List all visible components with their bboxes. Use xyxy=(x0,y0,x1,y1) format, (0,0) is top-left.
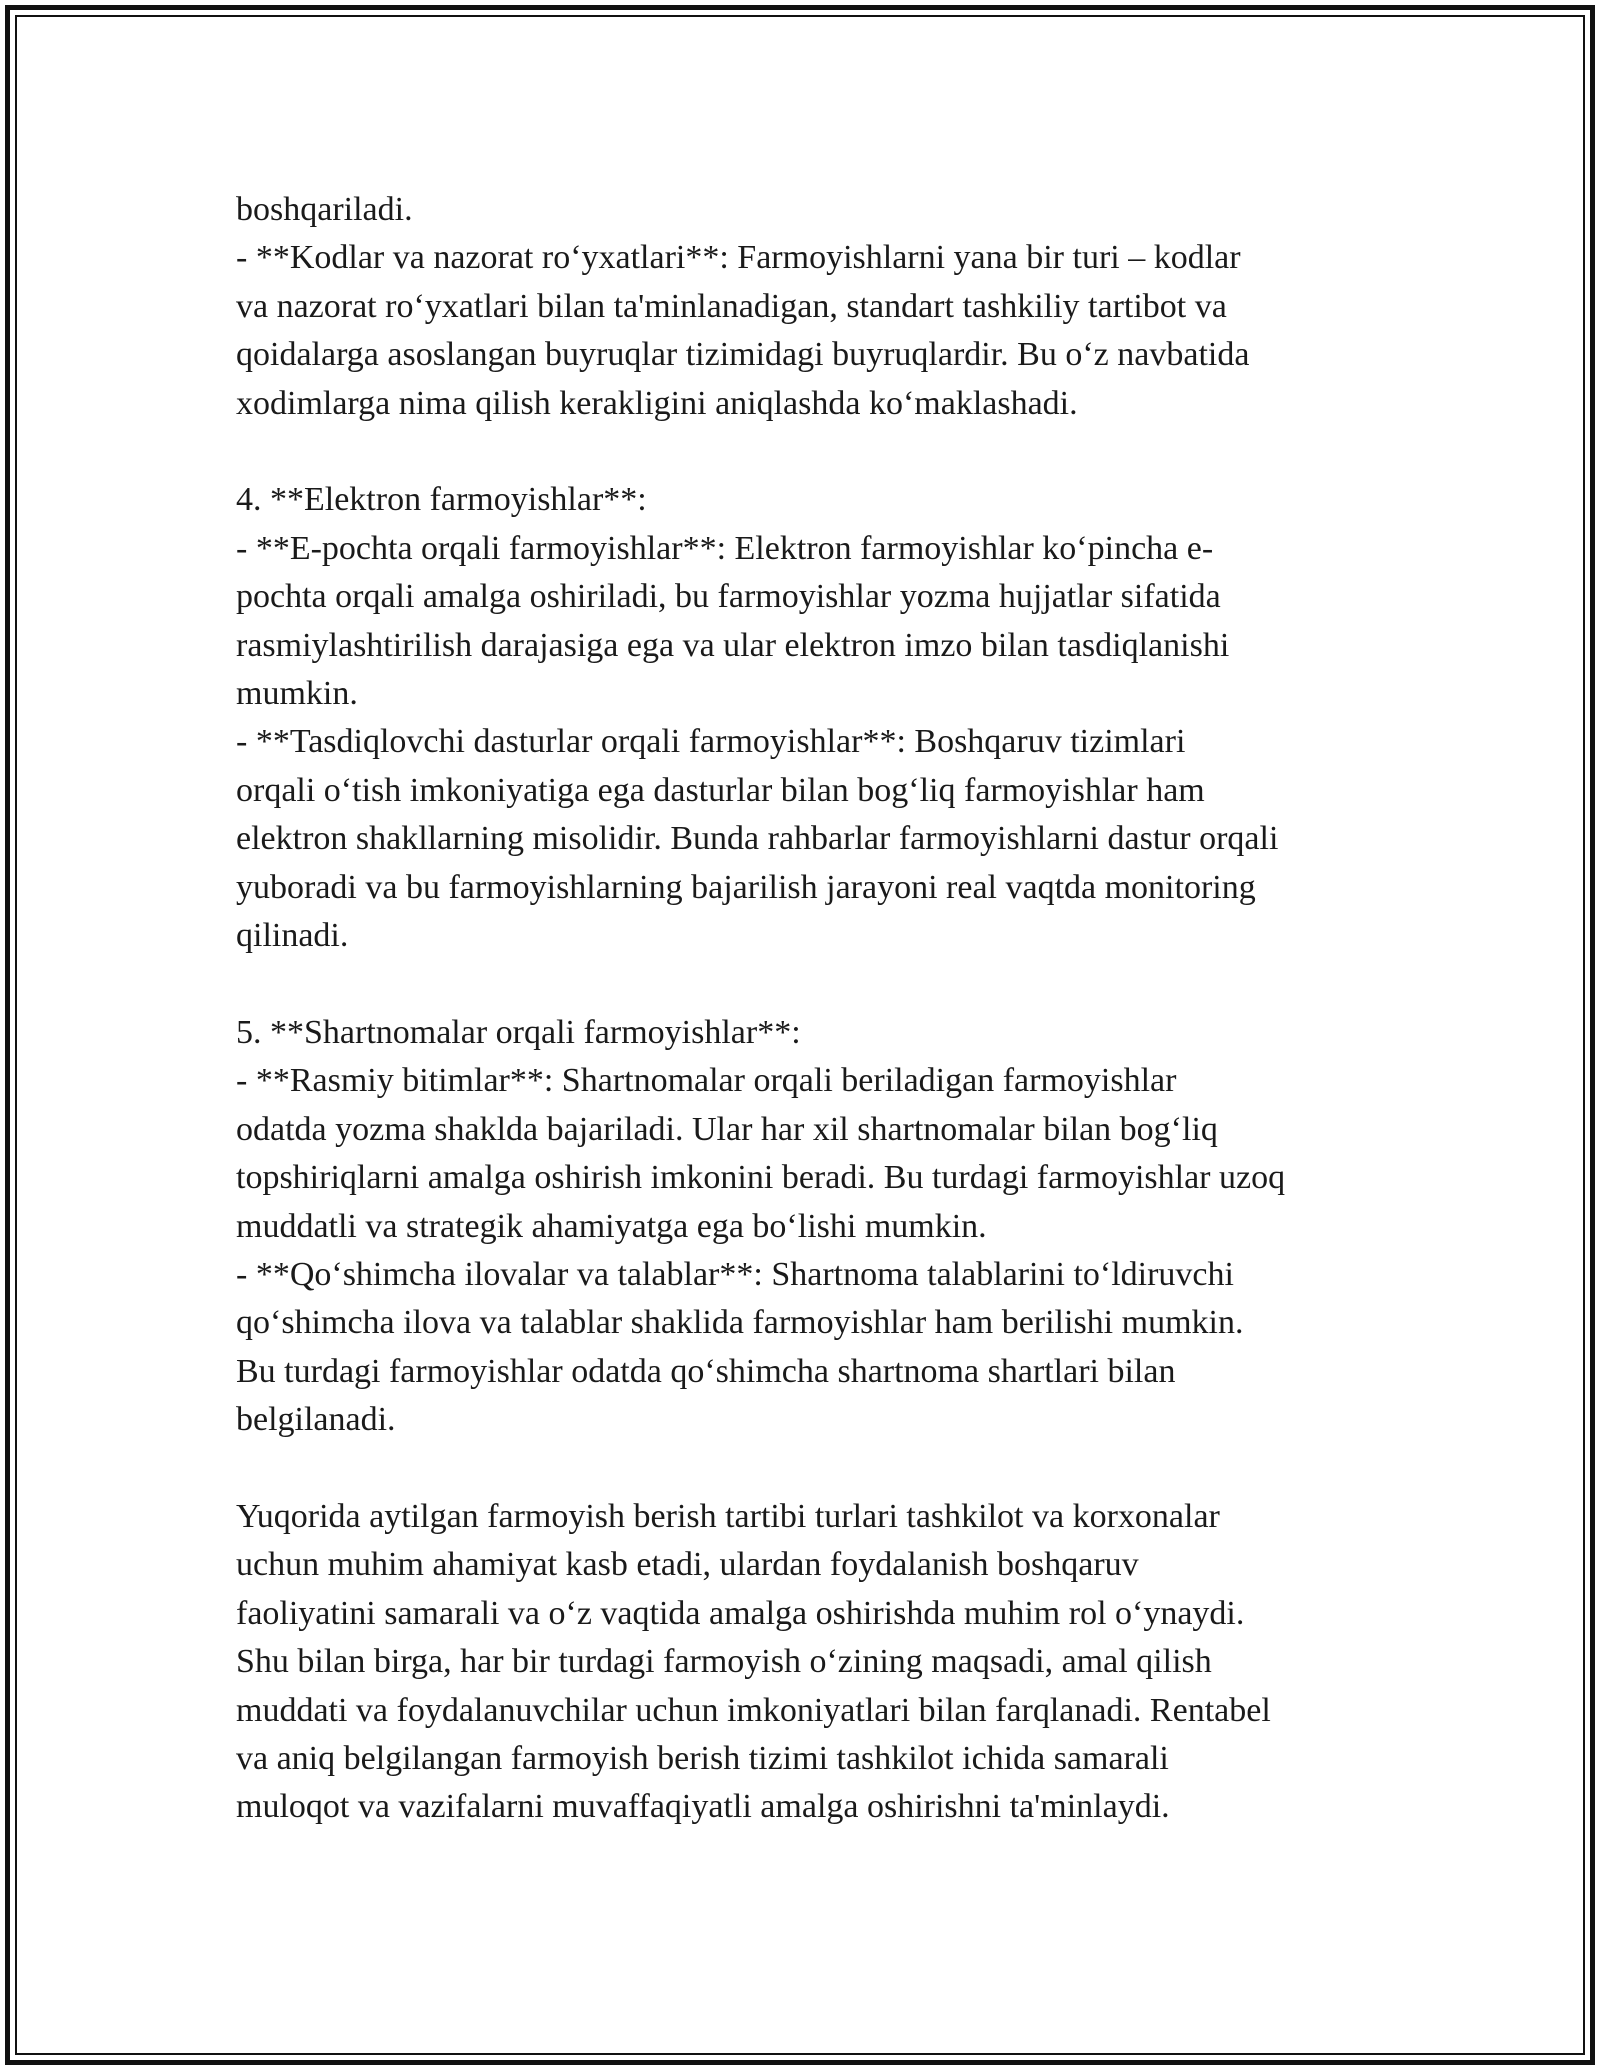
text-line: Bu turdagi farmoyishlar odatda qo‘shimcha shartnoma shartlari bilan xyxy=(236,1352,1176,1390)
text-line: 5. **Shartnomalar orqali farmoyishlar**: xyxy=(236,1013,801,1051)
text-line: elektron shakllarning misolidir. Bunda rahbarlar farmoyishlarni dastur orqali xyxy=(236,820,1279,858)
text-line: muloqot va vazifalarni muvaffaqiyatli amalga oshirishni ta'minlaydi. xyxy=(236,1788,1170,1826)
text-line: pochta orqali amalga oshiriladi, bu farmoyishlar yozma hujjatlar sifatida xyxy=(236,578,1221,616)
text-line: orqali o‘tish imkoniyatiga ega dasturlar bilan bog‘liq farmoyishlar ham xyxy=(236,771,1205,809)
blank-line xyxy=(236,1445,1386,1493)
text-line: va aniq belgilangan farmoyish berish tizimi tashkilot ichida samarali xyxy=(236,1739,1169,1777)
text-line: - **Tasdiqlovchi dasturlar orqali farmoyishlar**: Boshqaruv tizimlari xyxy=(236,723,1186,761)
text-line: mumkin. xyxy=(236,675,358,713)
text-line: odatda yozma shaklda bajariladi. Ular har xil shartnomalar bilan bog‘liq xyxy=(236,1110,1218,1148)
text-line: xodimlarga nima qilish kerakligini aniqlashda ko‘maklashadi. xyxy=(236,384,1078,422)
text-line: uchun muhim ahamiyat kasb etadi, ulardan foydalanish boshqaruv xyxy=(236,1546,1139,1584)
text-line: - **Qo‘shimcha ilovalar va talablar**: Shartnoma talablarini to‘ldiruvchi xyxy=(236,1255,1234,1293)
text-line: faoliyatini samarali va o‘z vaqtida amalga oshirishda muhim rol o‘ynaydi. xyxy=(236,1594,1245,1632)
text-line: - **Rasmiy bitimlar**: Shartnomalar orqali beriladigan farmoyishlar xyxy=(236,1062,1177,1100)
blank-line xyxy=(236,960,1386,1008)
text-line: qo‘shimcha ilova va talablar shaklida farmoyishlar ham berilishi mumkin. xyxy=(236,1304,1244,1342)
blank-line xyxy=(236,428,1386,476)
text-line: Shu bilan birga, har bir turdagi farmoyish o‘zining maqsadi, amal qilish xyxy=(236,1643,1212,1681)
text-line: muddati va foydalanuvchilar uchun imkoniyatlari bilan farqlanadi. Rentabel xyxy=(236,1691,1271,1729)
text-line: Yuqorida aytilgan farmoyish berish tartibi turlari tashkilot va korxonalar xyxy=(236,1497,1220,1535)
text-line: qoidalarga asoslangan buyruqlar tizimidagi buyruqlardir. Bu o‘z navbatida xyxy=(236,336,1250,374)
document-body xyxy=(236,186,1386,1832)
text-line: yuboradi va bu farmoyishlarning bajarilish jarayoni real vaqtda monitoring xyxy=(236,868,1256,906)
text-line: va nazorat ro‘yxatlari bilan ta'minlanadigan, standart tashkiliy tartibot va xyxy=(236,287,1227,325)
text-line: belgilanadi. xyxy=(236,1401,396,1439)
text-line: topshiriqlarni amalga oshirish imkonini beradi. Bu turdagi farmoyishlar uzoq xyxy=(236,1159,1286,1197)
text-line: rasmiylashtirilish darajasiga ega va ular elektron imzo bilan tasdiqlanishi xyxy=(236,626,1230,664)
text-line: 4. **Elektron farmoyishlar**: xyxy=(236,481,647,519)
text-line: boshqariladi. xyxy=(236,191,413,228)
text-line: muddatli va strategik ahamiyatga ega bo‘lishi mumkin. xyxy=(236,1207,987,1245)
text-line: - **E-pochta orqali farmoyishlar**: Elektron farmoyishlar ko‘pincha e- xyxy=(236,529,1214,567)
text-line: - **Kodlar va nazorat ro‘yxatlari**: Farmoyishlarni yana bir turi – kodlar xyxy=(236,239,1241,277)
text-line: qilinadi. xyxy=(236,917,349,955)
